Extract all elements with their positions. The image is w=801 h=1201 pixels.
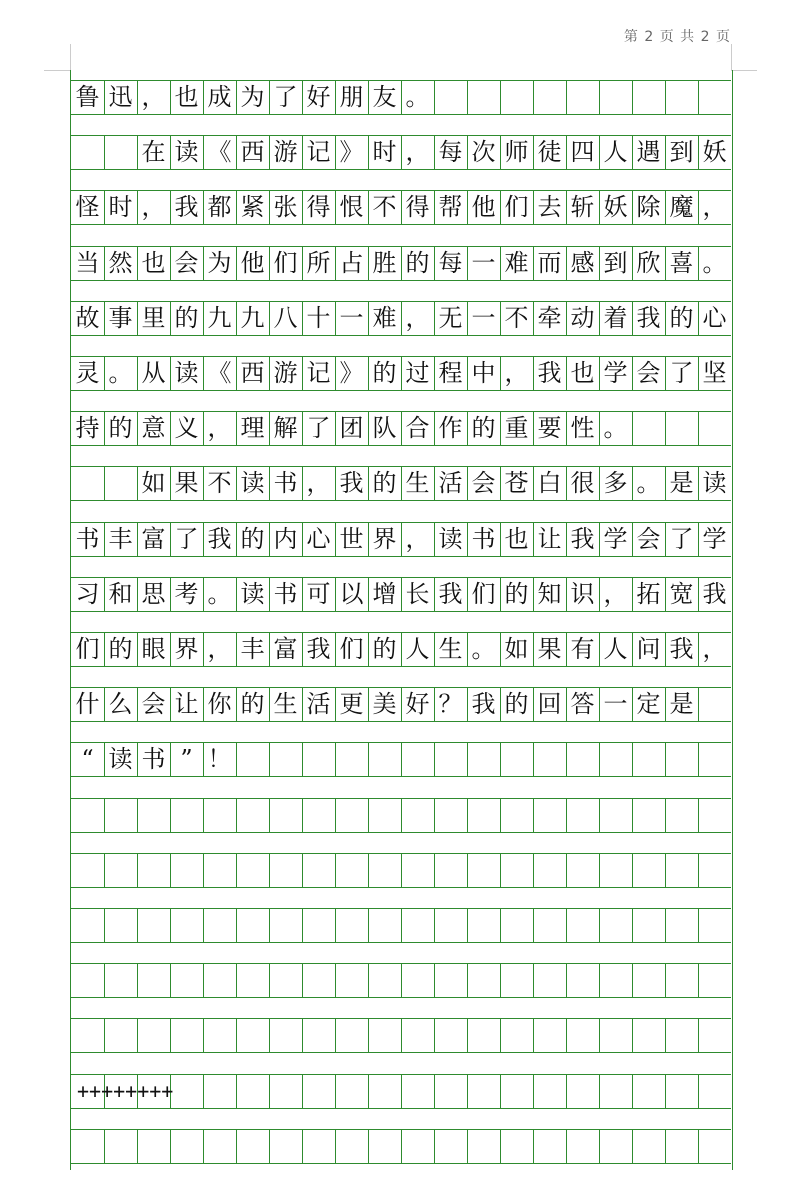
grid-cell-divider <box>434 909 435 942</box>
grid-cell-divider <box>467 964 468 997</box>
grid-cell-divider <box>302 1019 303 1052</box>
grid-cell-divider <box>434 964 435 997</box>
grid-cell-divider <box>566 1130 567 1163</box>
grid-cell-divider <box>170 964 171 997</box>
grid-cell-divider <box>632 1019 633 1052</box>
grid-cell-divider <box>368 743 369 776</box>
grid-cell-divider <box>599 81 600 114</box>
grid-cell-divider <box>368 854 369 887</box>
grid-cell-divider <box>104 854 105 887</box>
grid-row <box>71 742 731 777</box>
grid-cell-divider <box>104 799 105 832</box>
grid-cell-divider <box>302 964 303 997</box>
grid-cell-divider <box>665 1075 666 1108</box>
grid-cell-divider <box>500 1019 501 1052</box>
grid-cell-divider <box>236 1075 237 1108</box>
grid-cell-divider <box>434 799 435 832</box>
grid-row <box>71 687 731 722</box>
grid-cell-divider <box>467 1019 468 1052</box>
grid-cell-divider <box>632 854 633 887</box>
grid-cell-divider <box>500 1130 501 1163</box>
grid-cell-divider <box>698 412 699 445</box>
grid-cell-divider <box>269 799 270 832</box>
grid-cell-divider <box>599 743 600 776</box>
grid-cell-divider <box>566 799 567 832</box>
grid-cell-divider <box>269 964 270 997</box>
grid-cell-divider <box>665 1019 666 1052</box>
grid-cell-divider <box>368 1019 369 1052</box>
grid-cell-divider <box>236 743 237 776</box>
grid-cell-divider <box>698 1130 699 1163</box>
grid-cell-divider <box>137 1019 138 1052</box>
grid-cell-divider <box>665 909 666 942</box>
crop-mark-top-left-h <box>44 70 70 71</box>
grid-row <box>71 1074 731 1109</box>
grid-cell-divider <box>269 854 270 887</box>
essay-line: ++++++++ <box>77 1079 174 1103</box>
grid-cell-divider <box>566 1075 567 1108</box>
grid-cell-divider <box>533 81 534 114</box>
grid-cell-divider <box>698 854 699 887</box>
essay-line: 怪 时 ， 我 都 紧 张 得 恨 不 得 帮 他 们 去 斩 妖 除 魔 ， <box>75 193 727 221</box>
grid-cell-divider <box>335 743 336 776</box>
manuscript-grid-paper <box>70 70 733 1170</box>
grid-cell-divider <box>434 1019 435 1052</box>
grid-cell-divider <box>533 909 534 942</box>
grid-cell-divider <box>698 688 699 721</box>
grid-cell-divider <box>632 81 633 114</box>
grid-cell-divider <box>632 1130 633 1163</box>
grid-cell-divider <box>665 743 666 776</box>
grid-cell-divider <box>533 1130 534 1163</box>
essay-line: “ 读 书 ” ！ <box>81 745 232 773</box>
grid-cell-divider <box>170 854 171 887</box>
grid-cell-divider <box>632 1075 633 1108</box>
essay-line: 习 和 思 考 。 读 书 可 以 增 长 我 们 的 知 识 ， 拓 宽 我 <box>75 580 727 608</box>
grid-cell-divider <box>698 964 699 997</box>
grid-cell-divider <box>335 799 336 832</box>
grid-cell-divider <box>104 964 105 997</box>
grid-cell-divider <box>533 854 534 887</box>
grid-cell-divider <box>467 909 468 942</box>
crop-mark-top-right-h <box>731 70 757 71</box>
grid-cell-divider <box>302 799 303 832</box>
grid-row <box>71 1129 731 1164</box>
grid-row <box>71 798 731 833</box>
grid-cell-divider <box>566 964 567 997</box>
grid-cell-divider <box>500 743 501 776</box>
grid-cell-divider <box>236 1130 237 1163</box>
grid-cell-divider <box>401 854 402 887</box>
grid-cell-divider <box>137 909 138 942</box>
grid-cell-divider <box>434 1130 435 1163</box>
grid-cell-divider <box>137 964 138 997</box>
grid-cell-divider <box>170 1019 171 1052</box>
grid-cell-divider <box>368 1075 369 1108</box>
grid-cell-divider <box>467 81 468 114</box>
grid-cell-divider <box>401 964 402 997</box>
grid-cell-divider <box>203 1075 204 1108</box>
grid-cell-divider <box>566 81 567 114</box>
grid-cell-divider <box>632 909 633 942</box>
grid-cell-divider <box>236 909 237 942</box>
grid-cell-divider <box>236 1019 237 1052</box>
grid-cell-divider <box>368 909 369 942</box>
grid-cell-divider <box>269 1130 270 1163</box>
grid-cell-divider <box>533 743 534 776</box>
essay-line: 鲁 迅 ， 也 成 为 了 好 朋 友 。 <box>75 83 430 111</box>
grid-row <box>71 80 731 115</box>
grid-cell-divider <box>236 854 237 887</box>
grid-cell-divider <box>335 1130 336 1163</box>
grid-cell-divider <box>170 909 171 942</box>
grid-cell-divider <box>632 412 633 445</box>
grid-cell-divider <box>269 909 270 942</box>
grid-cell-divider <box>467 854 468 887</box>
essay-line: 灵 。 从 读 《 西 游 记 》 的 过 程 中 ， 我 也 学 会 了 坚 <box>75 359 727 387</box>
essay-line: 故 事 里 的 九 九 八 十 一 难 ， 无 一 不 牵 动 着 我 的 心 <box>75 304 727 332</box>
grid-cell-divider <box>335 964 336 997</box>
grid-cell-divider <box>467 743 468 776</box>
grid-cell-divider <box>566 909 567 942</box>
grid-cell-divider <box>203 1130 204 1163</box>
grid-cell-divider <box>104 1130 105 1163</box>
grid-cell-divider <box>401 743 402 776</box>
grid-cell-divider <box>302 909 303 942</box>
essay-line: 在 读 《 西 游 记 》 时 ， 每 次 师 徒 四 人 遇 到 妖 <box>141 138 727 166</box>
grid-cell-divider <box>665 799 666 832</box>
grid-cell-divider <box>401 799 402 832</box>
grid-cell-divider <box>500 854 501 887</box>
grid-cell-divider <box>467 1130 468 1163</box>
grid-cell-divider <box>401 1130 402 1163</box>
grid-cell-divider <box>434 1075 435 1108</box>
grid-cell-divider <box>104 909 105 942</box>
grid-row <box>71 522 731 557</box>
grid-cell-divider <box>368 799 369 832</box>
grid-row <box>71 246 731 281</box>
crop-mark-top-left-v <box>70 44 71 70</box>
grid-cell-divider <box>698 743 699 776</box>
grid-cell-divider <box>401 1075 402 1108</box>
essay-line: 什 么 会 让 你 的 生 活 更 美 好 ？ 我 的 回 答 一 定 是 <box>75 690 694 718</box>
essay-line: 如 果 不 读 书 ， 我 的 生 活 会 苍 白 很 多 。 是 读 <box>141 469 727 497</box>
grid-cell-divider <box>302 854 303 887</box>
grid-cell-divider <box>170 799 171 832</box>
page-number-indicator: 第 2 页 共 2 页 <box>623 29 731 45</box>
grid-cell-divider <box>698 1019 699 1052</box>
essay-line: 当 然 也 会 为 他 们 所 占 胜 的 每 一 难 而 感 到 欣 喜 。 <box>75 249 727 277</box>
grid-cell-divider <box>434 81 435 114</box>
grid-cell-divider <box>698 81 699 114</box>
grid-cell-divider <box>698 1075 699 1108</box>
grid-cell-divider <box>533 964 534 997</box>
grid-cell-divider <box>665 964 666 997</box>
grid-cell-divider <box>533 1019 534 1052</box>
grid-cell-divider <box>500 964 501 997</box>
grid-cell-divider <box>269 1075 270 1108</box>
grid-cell-divider <box>137 799 138 832</box>
grid-cell-divider <box>137 854 138 887</box>
grid-cell-divider <box>599 1130 600 1163</box>
grid-cell-divider <box>236 964 237 997</box>
grid-cell-divider <box>698 909 699 942</box>
grid-cell-divider <box>467 799 468 832</box>
grid-cell-divider <box>533 799 534 832</box>
grid-cell-divider <box>632 964 633 997</box>
grid-cell-divider <box>236 799 237 832</box>
grid-row <box>71 853 731 888</box>
grid-cell-divider <box>632 799 633 832</box>
grid-cell-divider <box>203 799 204 832</box>
grid-cell-divider <box>170 1130 171 1163</box>
grid-cell-divider <box>632 743 633 776</box>
grid-cell-divider <box>335 909 336 942</box>
grid-row <box>71 1018 731 1053</box>
grid-cell-divider <box>203 909 204 942</box>
grid-cell-divider <box>401 909 402 942</box>
grid-cell-divider <box>665 81 666 114</box>
grid-row <box>71 190 731 225</box>
grid-cell-divider <box>401 1019 402 1052</box>
essay-line: 书 丰 富 了 我 的 内 心 世 界 ， 读 书 也 让 我 学 会 了 学 <box>75 525 727 553</box>
grid-row <box>71 356 731 391</box>
grid-row <box>71 301 731 336</box>
grid-cell-divider <box>368 964 369 997</box>
grid-row <box>71 466 731 501</box>
grid-cell-divider <box>599 1075 600 1108</box>
grid-cell-divider <box>665 412 666 445</box>
grid-cell-divider <box>566 1019 567 1052</box>
grid-cell-divider <box>434 854 435 887</box>
grid-cell-divider <box>269 743 270 776</box>
grid-cell-divider <box>203 854 204 887</box>
grid-row <box>71 577 731 612</box>
grid-cell-divider <box>500 1075 501 1108</box>
grid-cell-divider <box>203 964 204 997</box>
grid-row <box>71 135 731 170</box>
grid-row <box>71 632 731 667</box>
crop-mark-top-right-v <box>731 44 732 70</box>
essay-line: 持 的 意 义 ， 理 解 了 团 队 合 作 的 重 要 性 。 <box>75 414 628 442</box>
grid-cell-divider <box>269 1019 270 1052</box>
grid-row <box>71 963 731 998</box>
grid-cell-divider <box>500 909 501 942</box>
grid-cell-divider <box>368 1130 369 1163</box>
grid-cell-divider <box>599 909 600 942</box>
essay-line: 们 的 眼 界 ， 丰 富 我 们 的 人 生 。 如 果 有 人 问 我 ， <box>75 635 727 663</box>
grid-cell-divider <box>335 1019 336 1052</box>
grid-cell-divider <box>302 1075 303 1108</box>
grid-cell-divider <box>335 1075 336 1108</box>
grid-cell-divider <box>599 854 600 887</box>
grid-cell-divider <box>566 854 567 887</box>
grid-cell-divider <box>335 854 336 887</box>
grid-cell-divider <box>500 81 501 114</box>
grid-cell-divider <box>467 1075 468 1108</box>
grid-cell-divider <box>665 1130 666 1163</box>
grid-cell-divider <box>137 1130 138 1163</box>
grid-cell-divider <box>302 743 303 776</box>
grid-cell-divider <box>665 854 666 887</box>
grid-cell-divider <box>302 1130 303 1163</box>
grid-cell-divider <box>599 799 600 832</box>
grid-cell-divider <box>533 1075 534 1108</box>
grid-row <box>71 908 731 943</box>
grid-cell-divider <box>434 743 435 776</box>
grid-cell-divider <box>566 743 567 776</box>
grid-cell-divider <box>599 1019 600 1052</box>
grid-cell-divider <box>104 1019 105 1052</box>
grid-cell-divider <box>698 799 699 832</box>
grid-row <box>71 411 731 446</box>
grid-cell-divider <box>500 799 501 832</box>
grid-cell-divider <box>599 964 600 997</box>
grid-cell-divider <box>203 1019 204 1052</box>
